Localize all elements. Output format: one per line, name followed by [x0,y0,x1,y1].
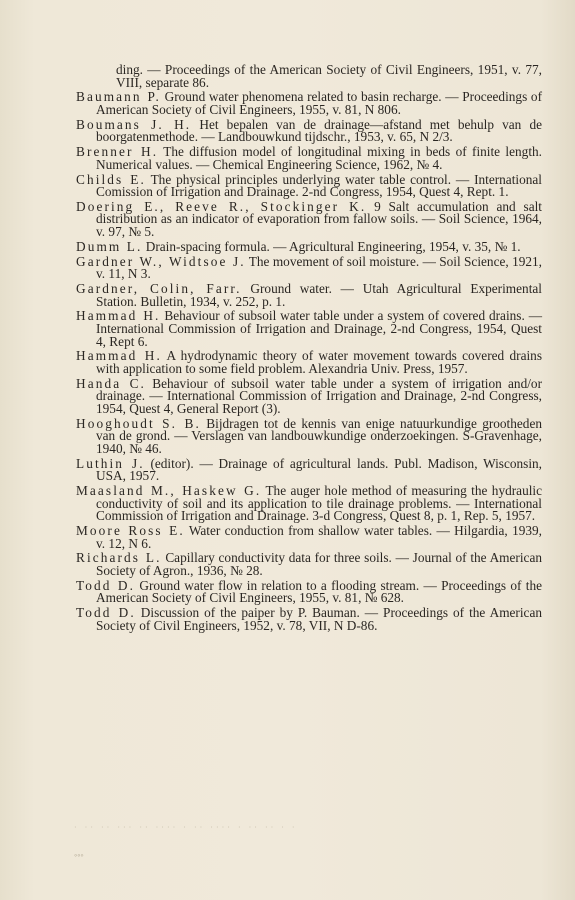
reference-text: Het bepalen van de drainage—afstand met behulp van de boorgatenmethode. — Landbouwkund tijdschr., 1953, v. 65, N 2/3. [96,116,543,145]
reference-author: Todd D. [76,577,136,593]
reference-author: Baumann P. [76,89,161,105]
reference-text: 9 Salt accumulation and salt distribution as an indicator of evaporation from fallow soils. — Soil Science, 1964, v. 97, № 5. [96,198,542,240]
reference-entry [76,607,542,632]
reference-entry [76,375,542,416]
reference-text: ding. — Proceedings of the American Society of Civil Engineers, 1951, v. 77, VIII, separate 86. [116,62,542,90]
reference-text: Discussion of the paiper by P. Bauman. — Proceedings of the American Society of Civil Engineers, 1952, v. 78, VII, N D-86. [96,605,543,633]
reference-entry [76,310,542,348]
reference-entry [76,485,542,523]
reference-entry [76,525,542,550]
reference-entry [76,198,542,240]
reference-author: Luthin J. [76,455,145,471]
reference-author: Dumm L. [76,238,143,254]
reference-entry [76,91,542,116]
reference-entry [76,146,542,171]
reference-text: The movement of soil moisture. — Soil Science, 1921, v. 11, N 3. [96,253,542,282]
reference-entry [76,455,543,484]
reference-text: A hydrodynamic theory of water movement towards covered drains with application to some field problem. Alexandria Univ. Press, 1957. [96,348,542,376]
reference-text: Drain-spacing formula. — Agricultural Engineering, 1954, v. 35, № 1. [145,238,521,254]
reference-entry [76,171,542,200]
reference-entry [76,350,542,375]
reference-author: Moore Ross E. [76,523,185,538]
reference-entry [76,283,542,308]
reference-entry [76,415,543,456]
reference-author: Doering E., Reeve R., Stockinger K. [76,198,367,214]
reference-text: Behaviour of subsoil water table under a system of irrigation and/or drainage. — International Commission of Irrigation and Drainage, 2-nd Congress, 1954, Quest 4, General Report (3). [96,375,542,416]
reference-text: (editor). — Drainage of agricultural lands. Publ. Madison, Wisconsin, USA, 1957. [96,455,543,484]
reference-list [76,64,542,635]
reference-text: The auger hole method of measuring the hydraulic conductivity of soil and its application to tile drainage problems. — International Commission of Irrigation and Drainage. 3-d Congress, Quest 8, p. 1, Rep. 5, 1957. [96,483,543,524]
reference-entry [76,552,542,577]
reference-author: Hooghoudt S. B. [76,415,201,431]
reference-text: Behaviour of subsoil water table under a system of covered drains. — International Commission of Irrigation and Drainage, 2-nd Congress, 1954, Quest 4, Rept 6. [96,308,542,349]
reference-text: Ground water phenomena related to basin recharge. — Proceedings of American Society of Civil Engineers, 1955, v. 81, N 806. [96,89,543,117]
reference-author: Richards L. [76,550,162,566]
reference-author: Gardner W., Widtsoe J. [76,253,246,269]
reference-text: Water conduction from shallow water tables. — Hilgardia, 1939, v. 12, N 6. [96,523,542,551]
reference-author: Gardner, Colin, Farr. [76,281,242,296]
reference-entry [76,253,542,282]
reference-author: Boumans J. H. [76,116,192,132]
reference-author: Brenner H. [76,144,159,160]
ink-smudge-mark: ◦◦◦ [74,850,84,860]
reference-text: Ground water. — Utah Agricultural Experimental Station. Bulletin, 1934, v. 252, p. 1. [96,281,542,309]
reference-text: Bijdragen tot de kennis van enige natuurkundige grootheden van de grond. — Verslagen van landbouwkundige onderzoekingen. S-Gravenhage, 1940, № 46. [96,415,543,456]
reference-text: The diffusion model of longitudinal mixing in beds of finite length. Numerical values. — Chemical Engineering Science, 1962, № 4. [96,144,542,172]
reference-entry [76,116,543,145]
reference-text: Capillary conductivity data for three soils. — Journal of the American Society of Agron., 1936, № 28. [96,550,543,578]
reference-entry [76,577,542,606]
reference-author: Childs E. [76,171,146,187]
reference-text: The physical principles underlying water table control. — International Comission of Irrigation and Drainage. 2-nd Congress, 1954, Quest 4, Rept. 1. [96,171,542,200]
reference-author: Todd D. [76,605,136,621]
reference-author: Handa C. [76,375,146,391]
reference-text: Ground water flow in relation to a flooding stream. — Proceedings of the American Society of Civil Engineers, 1955, v. 81, № 628. [96,577,542,606]
faded-bleed-through-mark: · ·· ·· ··· ·· ···· · ·· ···· · ·· ·· · · [74,823,298,832]
reference-author: Maasland M., Haskew G. [76,483,262,499]
reference-author: Hammad H. [76,308,161,324]
reference-entry [76,64,542,89]
reference-author: Hammad H. [76,348,162,364]
reference-entry [76,238,542,254]
